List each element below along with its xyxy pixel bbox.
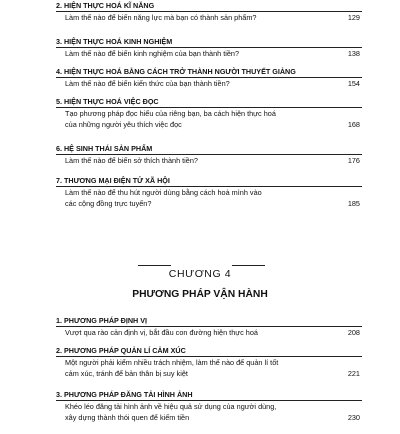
entry-title: 7. THƯƠNG MẠI ĐIỆN TỬ XÃ HỘI bbox=[56, 176, 170, 185]
entry-body bbox=[56, 326, 362, 338]
toc-entry[interactable] bbox=[56, 390, 362, 434]
entry-description: Khéo léo đăng tải hình ảnh về hiệu quả sử dụng của người dùng, bbox=[65, 402, 277, 411]
entry-description: Làm thế nào để biến sở thích thành tiền? bbox=[65, 156, 198, 165]
entry-title: 4. HIỆN THỰC HOÁ BẰNG CÁCH TRỞ THÀNH NGƯỜI THUYẾT GIẢNG bbox=[56, 67, 296, 76]
entry-page-number: 185 bbox=[347, 199, 360, 209]
entry-title: 3. PHƯƠNG PHÁP ĐĂNG TẢI HÌNH ẢNH bbox=[56, 390, 193, 399]
entry-description: của những người yêu thích việc đọc bbox=[65, 120, 182, 130]
entry-body bbox=[56, 11, 362, 23]
entry-page-number: 129 bbox=[347, 13, 360, 22]
chapter-rule-right bbox=[232, 265, 265, 266]
toc-entry[interactable] bbox=[56, 97, 362, 144]
entry-page-number: 230 bbox=[347, 413, 360, 423]
toc-entry[interactable] bbox=[56, 346, 362, 390]
entry-body bbox=[56, 107, 362, 130]
entry-description: xây dựng thành thói quen để kiếm tiền bbox=[65, 413, 190, 423]
entry-body bbox=[56, 47, 362, 59]
chapter-rule-left bbox=[138, 265, 171, 266]
entry-description: Làm thế nào để biến kinh nghiệm của bạn thành tiền? bbox=[65, 49, 240, 58]
entry-title: 1. PHƯƠNG PHÁP ĐỊNH VỊ bbox=[56, 316, 148, 325]
entry-title: 2. HIỆN THỰC HOÁ KĨ NĂNG bbox=[56, 1, 155, 10]
entry-description: Làm thế nào để thu hút người dùng bằng cách hoà mình vào bbox=[65, 188, 262, 197]
entry-body bbox=[56, 154, 362, 166]
entry-description: các cộng đồng trực tuyến? bbox=[65, 199, 152, 209]
toc-section-2 bbox=[56, 316, 362, 434]
toc-entry[interactable] bbox=[56, 144, 362, 176]
toc-entry[interactable] bbox=[56, 316, 362, 346]
toc-entry[interactable] bbox=[56, 37, 362, 67]
toc-entry[interactable] bbox=[56, 1, 362, 37]
entry-title: 2. PHƯƠNG PHÁP QUẢN LÍ CẢM XÚC bbox=[56, 346, 186, 355]
entry-description: Vượt qua rào cản định vị, bắt đầu con đường hiện thực hoá bbox=[65, 328, 258, 337]
entry-page-number: 208 bbox=[347, 328, 360, 337]
entry-body bbox=[56, 77, 362, 89]
entry-title: 6. HỆ SINH THÁI SẢN PHẨM bbox=[56, 144, 153, 153]
entry-body bbox=[56, 186, 362, 209]
chapter-label: CHƯƠNG 4 bbox=[168, 268, 232, 280]
entry-description: cảm xúc, tránh để bản thân bị suy kiệt bbox=[65, 369, 188, 379]
entry-page-number: 154 bbox=[347, 79, 360, 88]
chapter-title: PHƯƠNG PHÁP VẬN HÀNH bbox=[132, 289, 268, 300]
entry-page-number: 168 bbox=[347, 120, 360, 130]
toc-section-1 bbox=[56, 1, 362, 220]
entry-body bbox=[56, 356, 362, 379]
entry-description: Làm thế nào để biến năng lực mà bạn có thành sản phẩm? bbox=[65, 13, 257, 22]
entry-title: 3. HIỆN THỰC HOÁ KINH NGHIỆM bbox=[56, 37, 173, 46]
entry-description: Tạo phương pháp đọc hiểu của riêng bạn, ba cách hiện thực hoá bbox=[65, 109, 276, 118]
entry-page-number: 176 bbox=[347, 156, 360, 165]
entry-page-number: 221 bbox=[347, 369, 360, 379]
toc-entry[interactable] bbox=[56, 67, 362, 97]
entry-description: Làm thế nào để biến kiến thức của bạn thành tiền? bbox=[65, 79, 230, 88]
entry-description: Một người phải kiểm nhiều trách nhiệm, làm thế nào để quản lí tốt bbox=[65, 358, 279, 367]
entry-title: 5. HIỆN THỰC HOÁ VIỆC ĐỌC bbox=[56, 97, 159, 106]
toc-entry[interactable] bbox=[56, 176, 362, 220]
entry-page-number: 138 bbox=[347, 49, 360, 58]
entry-body bbox=[56, 400, 362, 423]
